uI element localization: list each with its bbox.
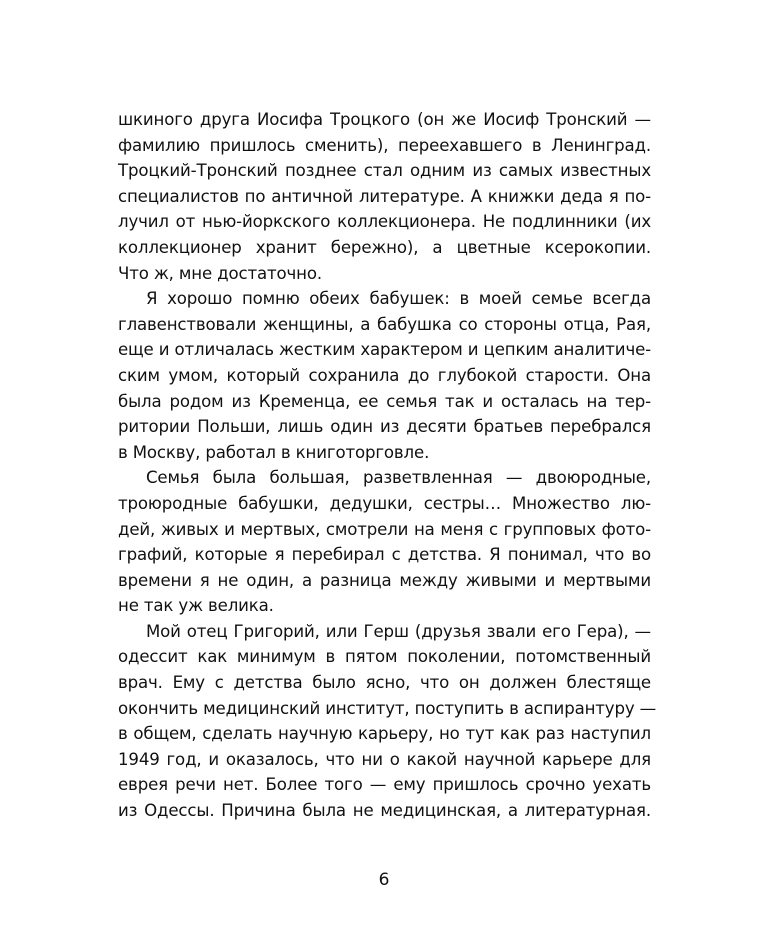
text-line: окончить медицинский институт, поступить в аспирантуру — xyxy=(118,698,657,718)
text-line: не так уж велика. xyxy=(118,596,274,616)
paragraph-2 xyxy=(118,286,651,465)
text-line: Мой отец Григорий, или Герш (друзья звали его Гера), — xyxy=(146,621,651,641)
text-line: Семья была большая, разветвленная — двоюродные, xyxy=(146,468,651,488)
body-text xyxy=(118,107,657,824)
text-line: одессит как минимум в пятом поколении, потомственный xyxy=(118,647,651,667)
text-line: времени я не один, а разница между живыми и мертвыми xyxy=(118,570,651,590)
text-line: была родом из Кременца, ее семья так и осталась на тер- xyxy=(118,391,651,411)
text-line: 1949 год, и оказалось, что ни о какой научной карьере для xyxy=(118,749,651,769)
text-line: лучил от нью-йоркского коллекционера. Не подлинники (их xyxy=(118,212,651,232)
text-line: Я хорошо помню обеих бабушек: в моей семье всегда xyxy=(146,289,651,309)
paragraph-1 xyxy=(118,107,651,286)
text-line: коллекционер хранит бережно), а цветные ксерокопии. xyxy=(118,237,651,257)
paragraph-3 xyxy=(118,465,651,619)
text-line: троюродные бабушки, дедушки, сестры… Множество лю- xyxy=(118,493,651,513)
text-line: Троцкий-Тронский позднее стал одним из самых известных xyxy=(118,161,651,181)
text-line: в общем, сделать научную карьеру, но тут как раз наступил xyxy=(118,724,651,744)
text-line: шкиного друга Иосифа Троцкого (он же Иосиф Тронский — xyxy=(118,110,651,129)
text-line: дей, живых и мертвых, смотрели на меня с групповых фото- xyxy=(118,519,651,539)
text-line: еще и отличалась жестким характером и цепким аналитиче- xyxy=(118,340,651,360)
text-line: из Одессы. Причина была не медицинская, а литературная. xyxy=(118,801,651,821)
text-line: специалистов по античной литературе. А книжки деда я по- xyxy=(118,186,651,206)
text-line: главенствовали женщины, а бабушка со стороны отца, Рая, xyxy=(118,314,651,334)
text-line: еврея речи нет. Более того — ему пришлось срочно уехать xyxy=(118,775,651,795)
text-line: врач. Ему с детства было ясно, что он должен блестяще xyxy=(118,673,651,693)
text-line: ритории Польши, лишь один из десяти братьев перебрался xyxy=(118,417,651,437)
text-line: фамилию пришлось сменить), переехавшего в Ленинград. xyxy=(118,135,651,155)
text-line: ским умом, который сохранила до глубокой старости. Она xyxy=(118,365,651,385)
text-line: в Москву, работал в книготорговле. xyxy=(118,442,430,462)
text-line: графий, которые я перебирал с детства. Я понимал, что во xyxy=(118,545,651,565)
paragraph-4 xyxy=(118,619,657,824)
page-number: 6 xyxy=(378,870,390,890)
text-line: Что ж, мне достаточно. xyxy=(118,263,323,283)
